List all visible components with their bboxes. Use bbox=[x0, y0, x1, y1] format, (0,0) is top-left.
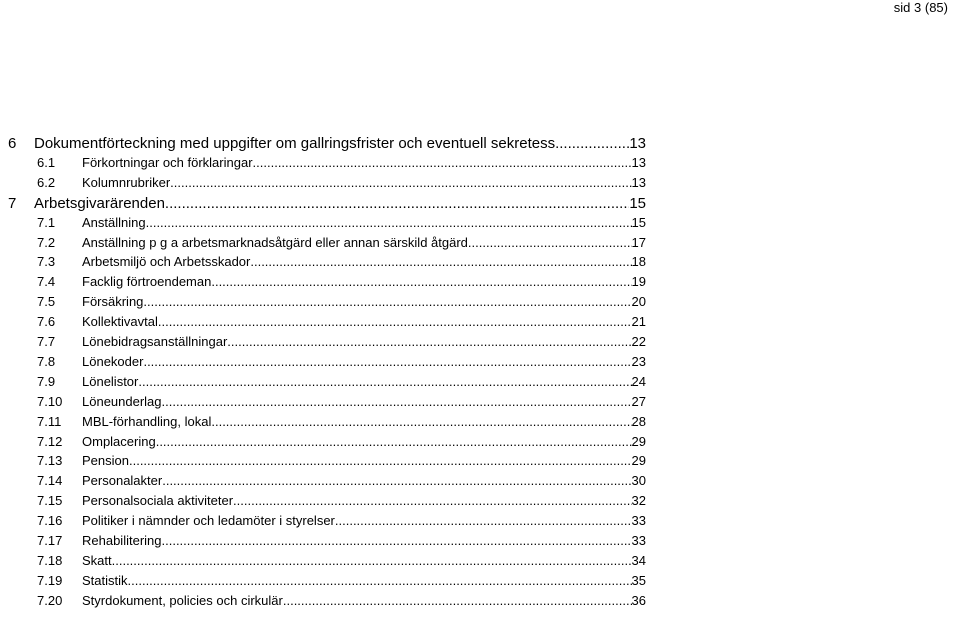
toc-entry-page: 32 bbox=[631, 493, 646, 509]
dot-leader bbox=[253, 155, 632, 170]
toc-entry-page: 33 bbox=[631, 513, 646, 529]
toc-entry-number: 7.18 bbox=[37, 552, 63, 568]
toc-entry-title: Försäkring bbox=[82, 294, 144, 310]
toc-entry-title: Politiker i nämnder och ledamöter i styrelser bbox=[82, 513, 335, 529]
toc-entry-title: Dokumentförteckning med uppgifter om gallringsfrister och eventuell sekretess bbox=[34, 135, 556, 152]
dot-leader bbox=[283, 593, 632, 608]
toc-entry-number: 6.2 bbox=[37, 174, 56, 190]
toc-entry-number: 7.16 bbox=[37, 513, 63, 529]
toc-entry-number: 7.9 bbox=[37, 373, 56, 389]
toc-entry-title: Rehabilitering bbox=[82, 533, 162, 548]
toc-entry-title: Kollektivavtal bbox=[82, 314, 158, 330]
toc-entry-number: 6 bbox=[8, 135, 17, 152]
dot-leader bbox=[128, 573, 632, 588]
toc-entry-title: Kolumnrubriker bbox=[82, 174, 171, 190]
toc-entry-number: 7.14 bbox=[37, 473, 63, 489]
dot-leader bbox=[158, 314, 632, 329]
dot-leader bbox=[170, 175, 631, 190]
toc-entry-number: 6.1 bbox=[37, 154, 56, 170]
toc-entry-title: Anställning p g a arbetsmarknadsåtgärd eller annan särskild åtgärd bbox=[82, 234, 468, 250]
toc-entry-page: 36 bbox=[631, 592, 646, 608]
toc-entry-title: Lönekoder bbox=[82, 353, 144, 369]
toc-entry-page: 30 bbox=[631, 473, 646, 489]
toc-entry-number: 7.17 bbox=[37, 533, 63, 548]
toc-entry-number: 7.11 bbox=[37, 413, 62, 429]
dot-leader bbox=[143, 294, 631, 309]
dot-leader bbox=[211, 414, 631, 429]
toc-entry-number: 7.4 bbox=[37, 274, 56, 290]
toc-entry-page: 21 bbox=[631, 314, 646, 330]
toc-entry-page: 18 bbox=[631, 254, 646, 270]
toc-entry-title: Styrdokument, policies och cirkulär bbox=[82, 592, 283, 608]
toc-entry-page: 15 bbox=[629, 194, 646, 212]
toc-entry-title: Arbetsmiljö och Arbetsskador bbox=[82, 254, 251, 270]
toc-entry-page: 34 bbox=[631, 552, 646, 568]
toc-entry-number: 7.20 bbox=[37, 592, 63, 608]
dot-leader bbox=[146, 215, 632, 230]
toc-entry-number: 7.8 bbox=[37, 353, 56, 369]
toc-entry-title: Förkortningar och förklaringar bbox=[82, 154, 253, 170]
toc-entry-number: 7.2 bbox=[37, 234, 56, 250]
toc-entry-title: Löneunderlag bbox=[82, 393, 162, 409]
dot-leader bbox=[162, 533, 632, 548]
dot-leader bbox=[233, 493, 632, 508]
dot-leader bbox=[156, 434, 632, 449]
toc-entry-page: 13 bbox=[629, 135, 646, 152]
toc-entry-page: 22 bbox=[631, 334, 646, 349]
dot-leader bbox=[555, 135, 629, 152]
toc-entry-number: 7.6 bbox=[37, 314, 56, 330]
dot-leader bbox=[162, 473, 631, 488]
dot-leader bbox=[335, 513, 632, 528]
dot-leader bbox=[468, 235, 632, 250]
toc-entry-page: 29 bbox=[631, 453, 646, 469]
dot-leader bbox=[143, 354, 631, 369]
toc-entry-title: Pension bbox=[82, 453, 129, 469]
dot-leader bbox=[250, 254, 631, 269]
toc-entry-number: 7.1 bbox=[37, 214, 56, 230]
page-number: sid 3 (85) bbox=[893, 0, 948, 15]
toc-entry-title: Omplacering bbox=[82, 433, 156, 449]
toc-entry-title: MBL-förhandling, lokal bbox=[82, 413, 212, 429]
dot-leader bbox=[211, 274, 631, 289]
toc-entry-page: 20 bbox=[631, 294, 646, 310]
toc-entry-page: 17 bbox=[631, 234, 646, 250]
toc-entry-page: 33 bbox=[631, 533, 646, 548]
dot-leader bbox=[162, 394, 632, 409]
dot-leader bbox=[138, 374, 631, 389]
toc-entry-page: 19 bbox=[631, 274, 646, 290]
toc-entry-title: Arbetsgivarärenden bbox=[34, 194, 165, 212]
toc-entry-number: 7.7 bbox=[37, 334, 56, 349]
toc-entry-page: 13 bbox=[631, 154, 646, 170]
toc-entry-number: 7.3 bbox=[37, 254, 56, 270]
toc-entry-page: 28 bbox=[631, 413, 646, 429]
dot-leader bbox=[165, 195, 629, 212]
toc-entry-title: Facklig förtroendeman bbox=[82, 274, 212, 290]
toc-entry-title: Statistik bbox=[82, 572, 128, 588]
toc-entry-page: 24 bbox=[631, 373, 646, 389]
toc-entry-number: 7 bbox=[8, 194, 17, 212]
dot-leader bbox=[112, 553, 632, 568]
toc-entry-title: Personalsociala aktiviteter bbox=[82, 493, 234, 509]
toc-entry-title: Personalakter bbox=[82, 473, 163, 489]
toc-entry-title: Anställning bbox=[82, 214, 146, 230]
toc-entry-page: 13 bbox=[631, 174, 646, 190]
toc-entry-number: 7.15 bbox=[37, 493, 63, 509]
dot-leader bbox=[129, 453, 632, 468]
toc-entry-title: Lönebidragsanställningar bbox=[82, 334, 228, 349]
toc-entry-title: Skatt bbox=[82, 552, 112, 568]
toc-entry-number: 7.10 bbox=[37, 393, 63, 409]
toc-entry-number: 7.12 bbox=[37, 433, 63, 449]
toc-entry-page: 29 bbox=[631, 433, 646, 449]
toc-entry-page: 35 bbox=[631, 572, 646, 588]
toc-entry-number: 7.19 bbox=[37, 572, 63, 588]
toc-entry-number: 7.13 bbox=[37, 453, 63, 469]
toc-entry-number: 7.5 bbox=[37, 294, 56, 310]
dot-leader bbox=[227, 334, 631, 349]
toc-entry-page: 27 bbox=[631, 393, 646, 409]
toc-entry-page: 15 bbox=[631, 214, 646, 230]
toc-entry-page: 23 bbox=[631, 353, 646, 369]
toc-entry-title: Lönelistor bbox=[82, 373, 139, 389]
